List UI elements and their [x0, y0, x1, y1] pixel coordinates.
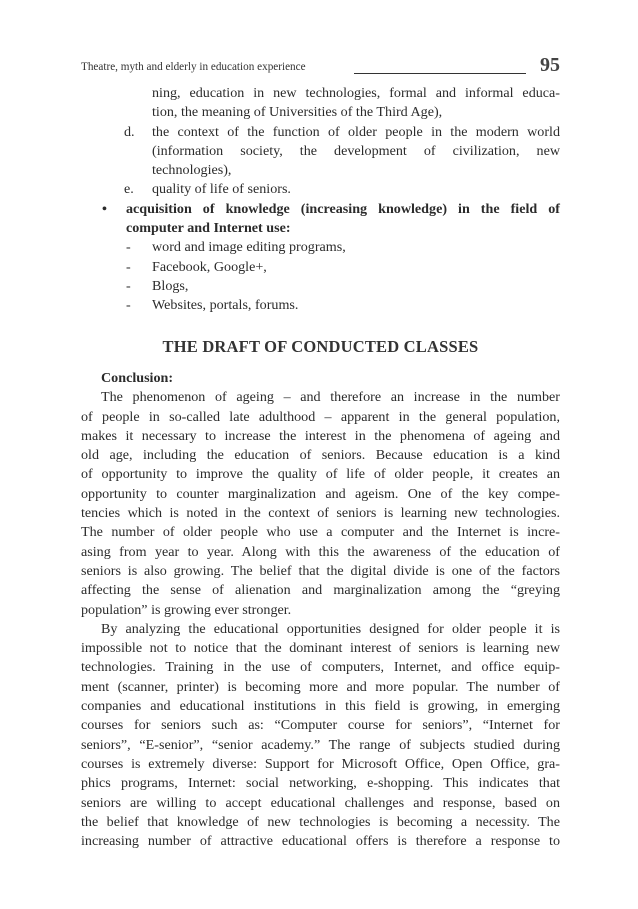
- text-line: By analyzing the educational opportunities designed for older people it is: [101, 620, 560, 637]
- text-line: companies and educational institutions in this field is growing, in emerging: [81, 698, 560, 715]
- page-number: 95: [540, 54, 560, 76]
- text-line: tencies which is noted in the context of seniors is learning new technologies.: [81, 505, 560, 522]
- text-line: makes it necessary to increase the interest in the phenomena of ageing and: [81, 427, 560, 444]
- dash-item: [126, 258, 560, 277]
- text-line: courses for seniors such as: “Computer course for seniors”, “Internet for: [81, 717, 560, 734]
- text-line: affecting the sense of alienation and marginalization among the “greying: [81, 582, 560, 599]
- text-line: the context of the function of older people in the modern world: [152, 123, 560, 140]
- text-line: opportunity to counter marginalization and ageism. One of the key compe-: [81, 485, 560, 502]
- running-title: Theatre, myth and elderly in education experience: [81, 61, 306, 73]
- text-line: technologies),: [152, 162, 232, 179]
- text-line: ning, education in new technologies, formal and informal educa-: [152, 85, 560, 101]
- text-line: ment (scanner, printer) is becoming more and more popular. The number of: [81, 678, 560, 695]
- conclusion-section: [81, 369, 560, 851]
- text-line: the belief that knowledge of new technologies is becoming a necessity. The: [81, 813, 560, 830]
- text-line: seniors is also growing. The belief that the digital divide is one of the factors: [81, 562, 560, 579]
- bullet-marker: •: [102, 200, 107, 217]
- dash-marker: -: [126, 277, 131, 294]
- text-line: The phenomenon of ageing – and therefore an increase in the number: [101, 389, 560, 406]
- dash-item-text: Facebook, Google+,: [152, 258, 267, 275]
- text-line: impossible not to notice that the dominant interest of seniors is learning new: [81, 640, 560, 657]
- dash-item-text: word and image editing programs,: [152, 239, 346, 256]
- dash-marker: -: [126, 239, 131, 256]
- text-line: technologies. Training in the use of computers, Internet, and office equip-: [81, 659, 560, 676]
- running-header: [81, 56, 560, 78]
- dash-item: [126, 277, 560, 296]
- dash-item: [126, 296, 560, 315]
- section-heading: THE DRAFT OF CONDUCTED CLASSES: [162, 337, 479, 356]
- text-line: of opportunity to improve the quality of life of older people, it creates an: [81, 466, 560, 483]
- bullet-item-computer-use: [100, 200, 560, 239]
- list-item-d: [124, 123, 560, 181]
- text-line: (information society, the development of civilization, new: [152, 142, 560, 159]
- paragraph-2: [81, 620, 560, 852]
- conclusion-label: Conclusion:: [101, 370, 174, 386]
- text-line: seniors are willing to accept educational challenges and response, based on: [81, 794, 560, 811]
- list-continuation: [152, 84, 560, 123]
- dash-marker: -: [126, 297, 131, 314]
- list-marker: d.: [124, 123, 135, 140]
- dash-item: [126, 238, 560, 257]
- header-rule: [354, 73, 526, 74]
- topic-list: [81, 84, 560, 316]
- dash-item-text: Blogs,: [152, 277, 189, 294]
- text-line: The number of older people who use a computer and the Internet is incre-: [81, 524, 560, 541]
- text-line: of people in so-called late adulthood – apparent in the general population,: [81, 408, 560, 425]
- text-line: acquisition of knowledge (increasing knowledge) in the field of: [126, 200, 560, 217]
- text-line: old age, including the education of seniors. Because education is a kind: [81, 447, 560, 464]
- text-line: asing from year to year. Along with this the awareness of the education of: [81, 543, 560, 560]
- text-line: population” is growing ever stronger.: [81, 601, 292, 618]
- text-line: courses is extremely diverse: Support for Microsoft Office, Open Office, gra-: [81, 755, 560, 772]
- list-item-e: [124, 180, 560, 199]
- text-line: seniors”, “E-senior”, “senior academy.” The range of subjects studied during: [81, 736, 560, 753]
- text-line: quality of life of seniors.: [152, 181, 291, 198]
- text-line: computer and Internet use:: [126, 220, 291, 237]
- text-line: increasing number of attractive educational offers is therefore a response to: [81, 833, 560, 850]
- paragraph-1: [81, 388, 560, 620]
- dash-item-text: Websites, portals, forums.: [152, 297, 299, 314]
- dash-marker: -: [126, 258, 131, 275]
- text-line: phics programs, Internet: social networking, e-shopping. This indicates that: [81, 775, 560, 792]
- text-line: tion, the meaning of Universities of the Third Age),: [152, 104, 443, 121]
- list-marker: e.: [124, 181, 134, 198]
